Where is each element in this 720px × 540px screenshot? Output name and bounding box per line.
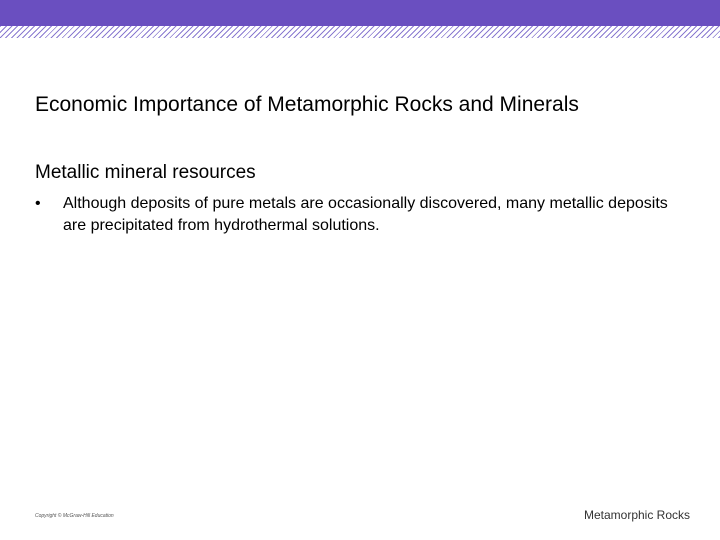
footer-label: Metamorphic Rocks	[583, 508, 690, 522]
copyright-notice: Copyright © McGraw-Hill Education	[35, 513, 114, 519]
bullet-text: Although deposits of pure metals are occasionally discovered, many metallic deposits are precipitated from hydrothermal solutions.	[63, 195, 668, 234]
header-band	[0, 0, 720, 26]
slide-title: Economic Importance of Metamorphic Rocks and Minerals	[35, 93, 579, 116]
slide-subtitle: Metallic mineral resources	[35, 162, 256, 183]
header-hatch-pattern	[0, 26, 720, 38]
bullet-marker: •	[35, 195, 41, 212]
bullet-item	[35, 193, 685, 237]
bullet-list	[35, 193, 685, 237]
